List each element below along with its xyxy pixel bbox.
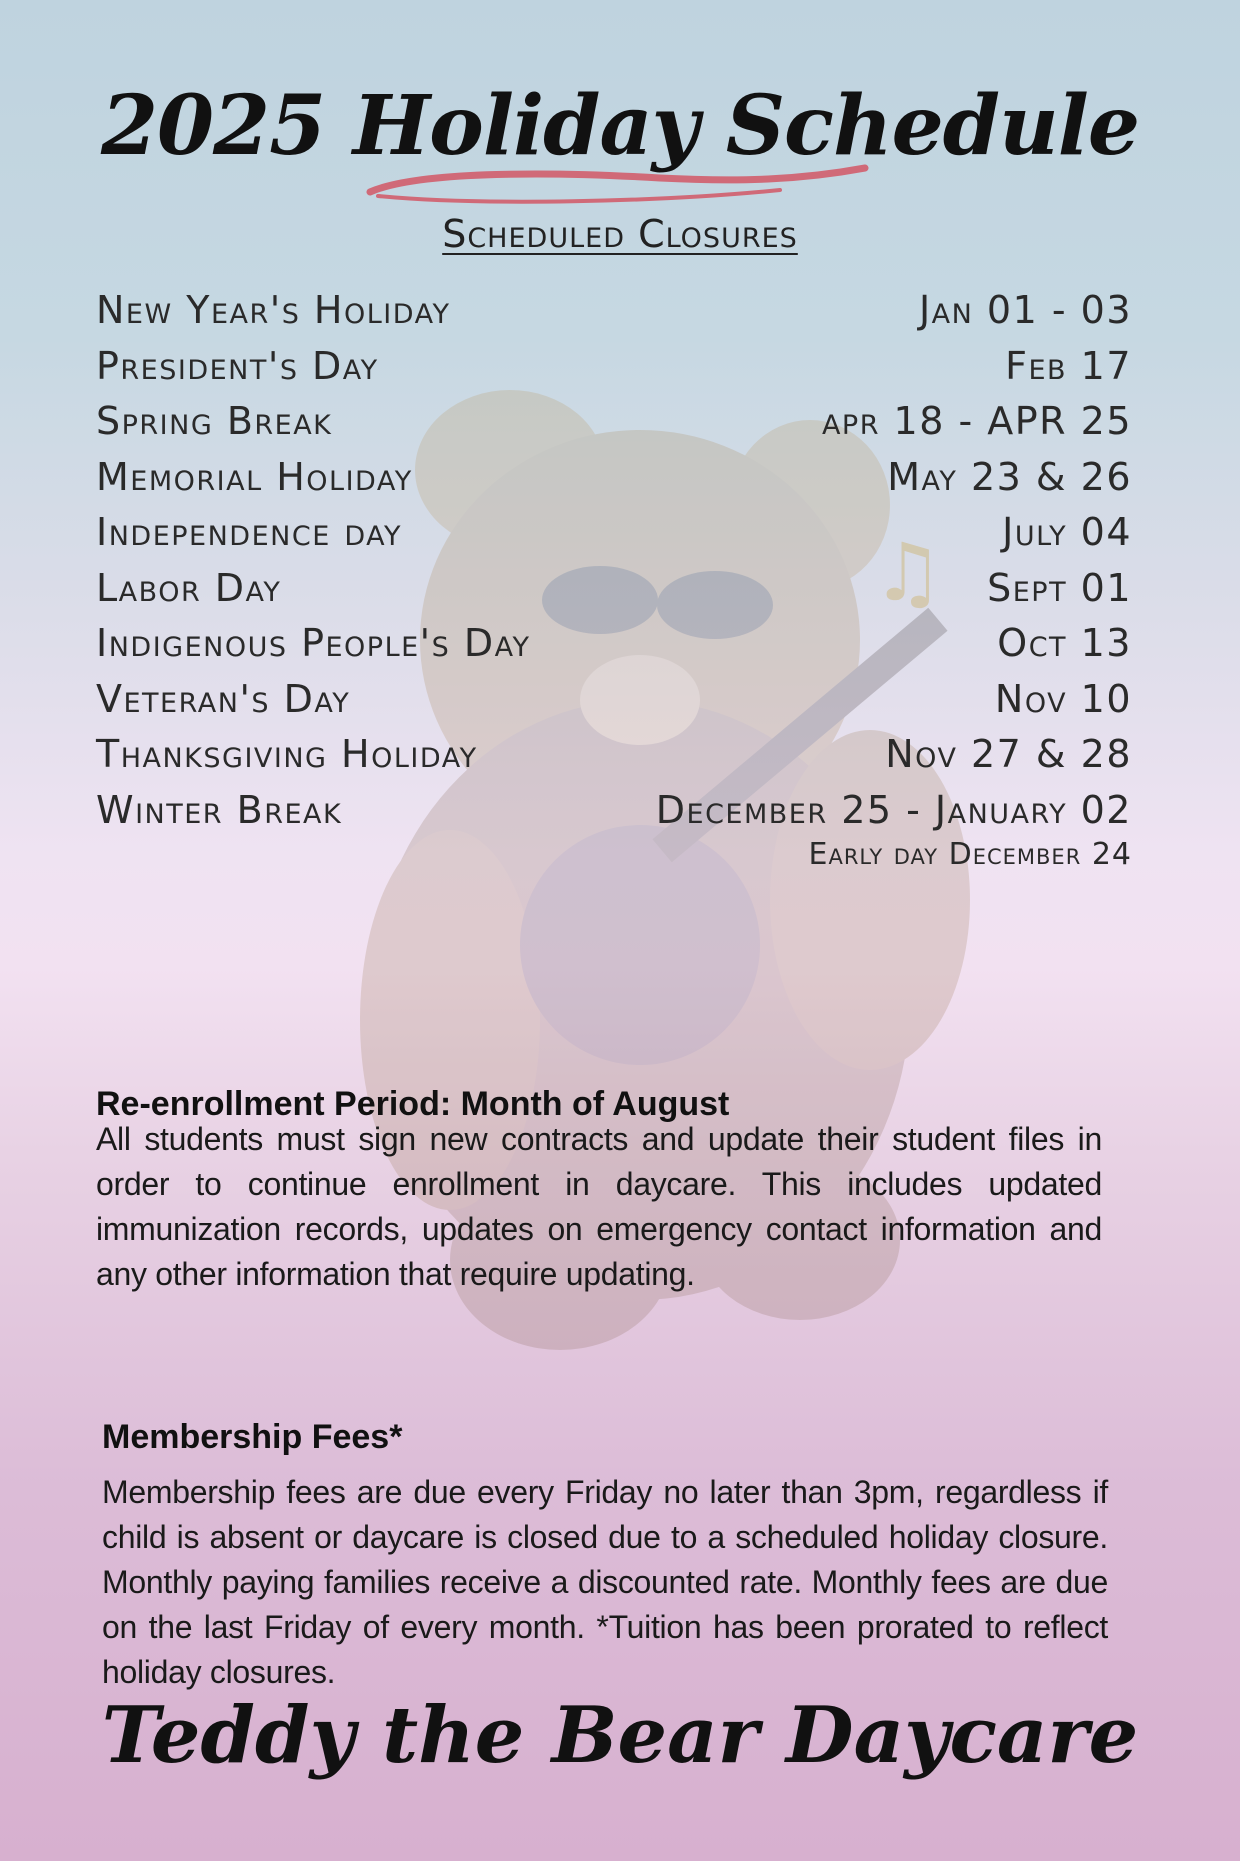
closure-date: apr 18 - APR 25 bbox=[821, 399, 1132, 443]
closure-name: Labor Day bbox=[96, 565, 282, 610]
closure-date: Feb 17 bbox=[1005, 343, 1132, 388]
closure-name: Memorial Holiday bbox=[96, 454, 413, 499]
closure-row bbox=[96, 566, 1132, 622]
closure-row bbox=[96, 399, 1132, 455]
closure-date: July 04 bbox=[1002, 510, 1132, 554]
section-subtitle bbox=[0, 212, 1240, 256]
closure-name: Winter Break bbox=[96, 787, 343, 832]
closure-row bbox=[96, 455, 1132, 511]
closure-name: Thanksgiving Holiday bbox=[96, 732, 478, 776]
closure-name: Indigenous People's Day bbox=[96, 621, 531, 665]
closure-row bbox=[96, 732, 1132, 788]
closure-row bbox=[96, 788, 1132, 844]
closure-row bbox=[96, 677, 1132, 733]
closure-date: Sept 01 bbox=[987, 565, 1132, 610]
daycare-brand-name: Teddy the Bear Daycare bbox=[101, 1690, 1139, 1781]
closure-name: Veteran's Day bbox=[96, 676, 351, 721]
svg-text:♫: ♫ bbox=[872, 526, 944, 619]
closure-row bbox=[96, 344, 1132, 400]
closure-date: December 25 - January 02 bbox=[655, 787, 1132, 832]
closure-date: Jan 01 - 03 bbox=[918, 288, 1132, 332]
closures-list bbox=[96, 288, 1132, 872]
closure-date: Nov 10 bbox=[994, 676, 1132, 721]
subtitle-text: Scheduled Closures bbox=[442, 212, 798, 256]
page-title: 2025 Holiday Schedule bbox=[100, 78, 1140, 174]
membership-heading: Membership Fees* bbox=[102, 1418, 403, 1456]
closure-name: New Year's Holiday bbox=[96, 288, 451, 332]
reenrollment-heading: Re-enrollment Period: Month of August bbox=[96, 1085, 730, 1123]
closure-name: Spring Break bbox=[96, 399, 333, 443]
closure-name: President's Day bbox=[96, 343, 379, 388]
membership-body: Membership fees are due every Friday no later than 3pm, regardless if child is absent or daycare is closed due to a scheduled holiday closure. Monthly paying families receive a discounted rate. Monthly fees are due on the last Friday of every month. *Tuition has been prorated to reflect holiday closures. bbox=[102, 1474, 1108, 1690]
closure-row bbox=[96, 621, 1132, 677]
closure-row bbox=[96, 288, 1132, 344]
title-swash-decoration bbox=[360, 150, 880, 220]
closure-name: Independence day bbox=[96, 510, 403, 554]
closure-date: Nov 27 & 28 bbox=[885, 732, 1132, 776]
closure-row bbox=[96, 510, 1132, 566]
closure-date: May 23 & 26 bbox=[887, 454, 1132, 499]
reenrollment-body: All students must sign new contracts and update their student files in order to continue enrollment in daycare. This includes updated immunization records, updates on emergency contact information and any other information that require updating. bbox=[96, 1121, 1102, 1292]
closure-date: Oct 13 bbox=[997, 621, 1132, 665]
early-day-note: Early day December 24 bbox=[808, 837, 1132, 872]
